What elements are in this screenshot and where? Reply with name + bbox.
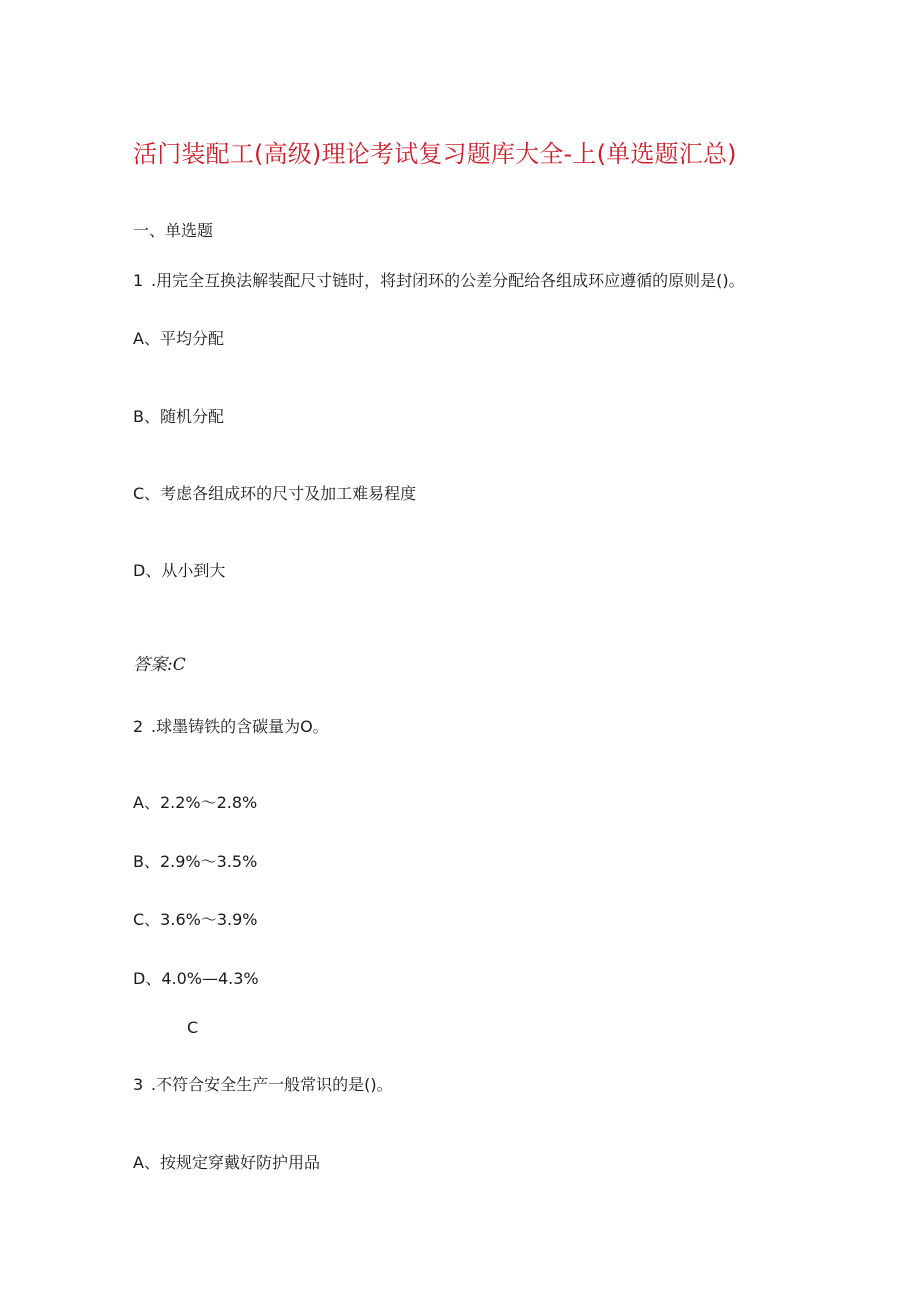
question-text: .球墨铸铁的含碳量为O。	[151, 717, 329, 736]
question-text: .用完全互换法解装配尺寸链时，将封闭环的公差分配给各组成环应遵循的原则是()。	[151, 271, 745, 290]
question-2-option-d: D、4.0%—4.3%	[133, 969, 259, 988]
question-1-option-c: C、考虑各组成环的尺寸及加工难易程度	[133, 484, 417, 503]
question-number: 1	[133, 271, 144, 290]
question-number: 3	[133, 1075, 144, 1094]
question-text: .不符合安全生产一般常识的是()。	[151, 1075, 393, 1094]
question-2-option-c: C、3.6%〜3.9%	[133, 910, 258, 929]
question-1-answer: 答案:C	[133, 655, 186, 675]
question-number: 2	[133, 717, 144, 736]
question-3-option-a: A、按规定穿戴好防护用品	[133, 1153, 320, 1172]
question-1-option-d: D、从小到大	[133, 561, 226, 580]
question-1-option-a: A、平均分配	[133, 329, 224, 348]
question-1-option-b: B、随机分配	[133, 407, 224, 426]
question-2-option-b: B、2.9%〜3.5%	[133, 852, 258, 871]
section-heading: 一、单选题	[133, 221, 214, 240]
question-1	[133, 268, 745, 291]
question-2	[133, 714, 329, 737]
question-3	[133, 1072, 393, 1095]
document-title: 活门装配工(高级)理论考试复习题库大全-上(单选题汇总)	[133, 140, 737, 168]
question-2-option-a: A、2.2%〜2.8%	[133, 793, 258, 812]
question-2-answer: C	[187, 1018, 199, 1037]
